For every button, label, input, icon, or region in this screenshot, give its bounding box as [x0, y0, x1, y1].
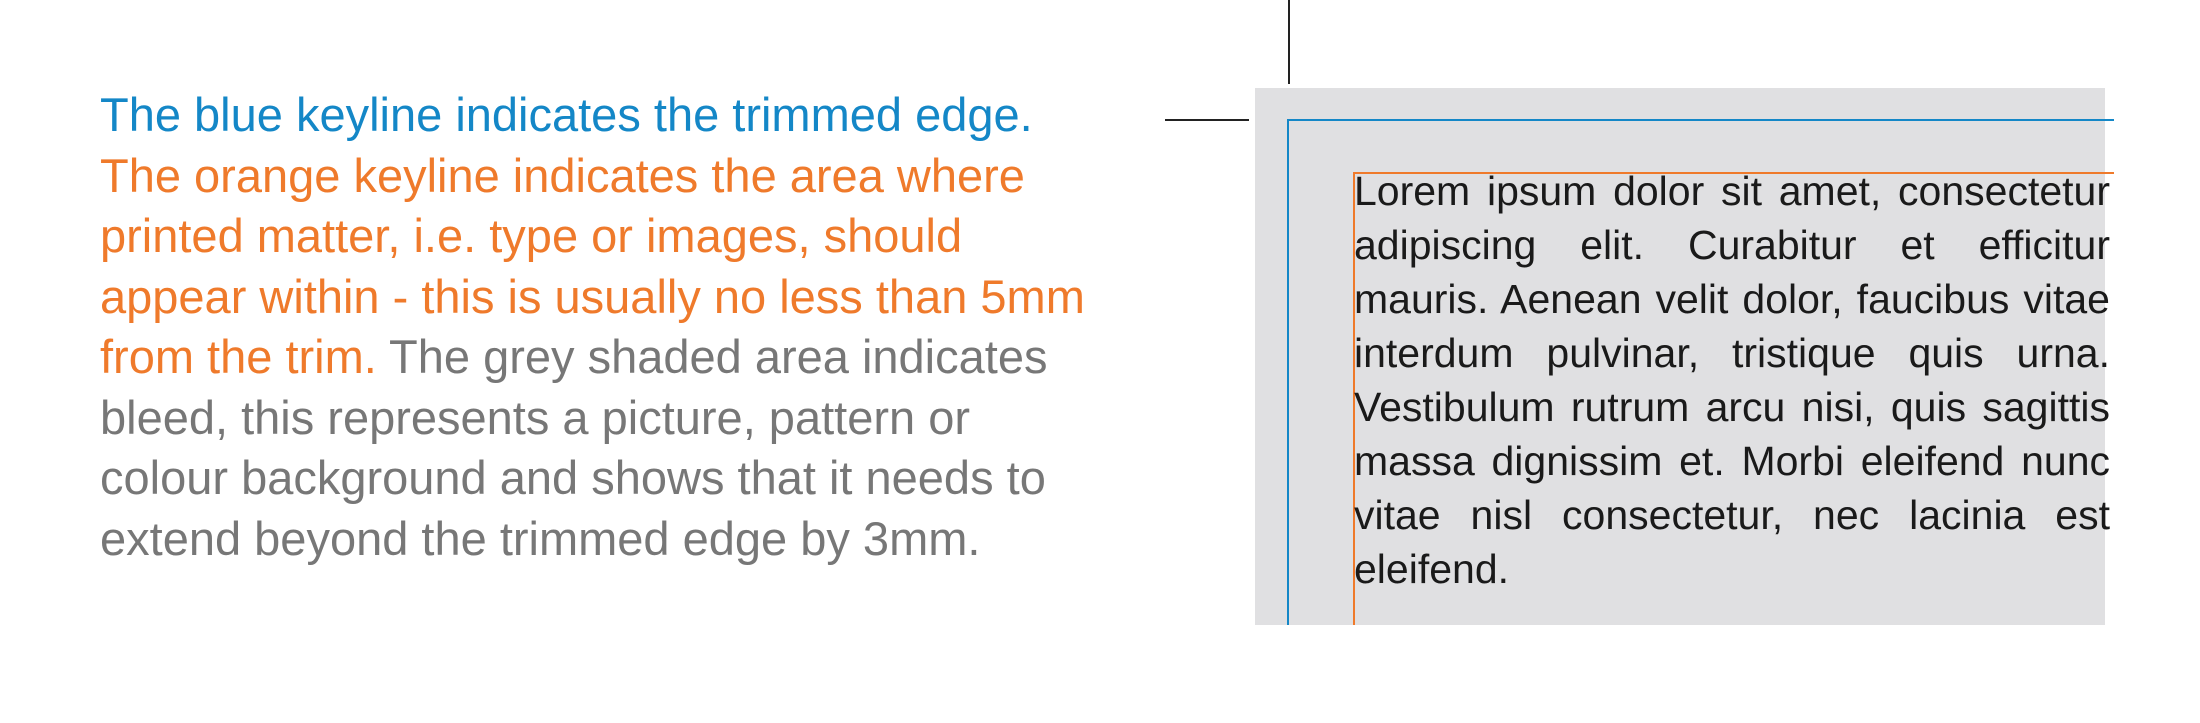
- sample-body-text: Lorem ipsum dolor sit amet, consectetur adipiscing elit. Curabitur et efficitur mauris. Aenean velit dolor, faucibus vitae interdum pulvinar, tristique quis urna. Vestibulum rutrum arcu nisi, quis sagittis massa dignissim et. Morbi eleifend nunc vitae nisl consectetur, nec lacinia est eleifend.: [1354, 168, 2110, 592]
- trim-keyline-left: [1287, 119, 1289, 625]
- explanation-paragraph: [100, 85, 1110, 569]
- crop-mark-horizontal: [1165, 119, 1249, 121]
- safe-area-explanation: The orange keyline indicates the area where printed matter, i.e. type or images, should appear within - this is usually no less than 5mm from the trim.: [100, 148, 1085, 383]
- bleed-explanation: The grey shaded area indicates bleed, this represents a picture, pattern or colour background and shows that it needs to extend beyond the trimmed edge by 3mm.: [100, 330, 1048, 565]
- trim-explanation: The blue keyline indicates the trimmed edge.: [100, 88, 1033, 141]
- crop-mark-vertical: [1288, 0, 1290, 84]
- trim-keyline-top: [1287, 119, 2114, 121]
